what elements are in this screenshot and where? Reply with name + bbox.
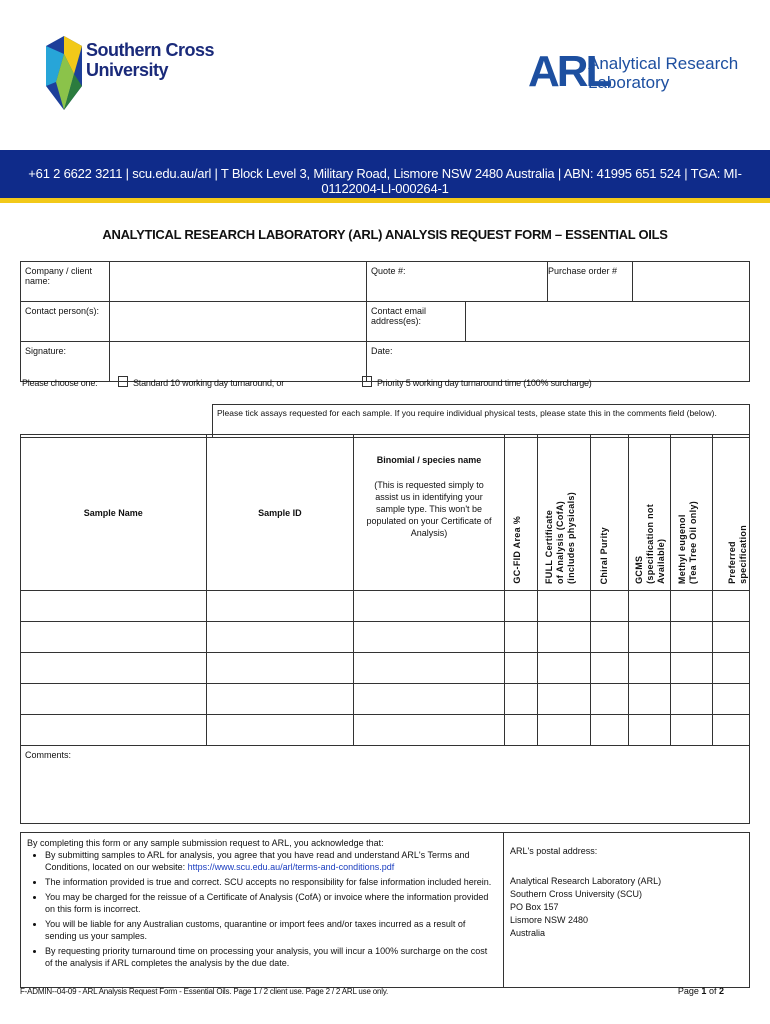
assay-gcfid-label: GC-FID Area %	[511, 516, 522, 584]
form-title: ANALYTICAL RESEARCH LABORATORY (ARL) ANALYSIS REQUEST FORM – ESSENTIAL OILS	[102, 227, 668, 242]
binomial-cell[interactable]	[354, 622, 505, 653]
university-name-line1: Southern Cross	[86, 40, 215, 60]
assay-cell[interactable]	[504, 684, 537, 715]
standard-turnaround-option[interactable]	[118, 376, 284, 388]
assay-cell[interactable]	[628, 653, 670, 684]
contact-field[interactable]	[110, 302, 367, 342]
banner-text: +61 2 6622 3211 | scu.edu.au/arl | T Block Level 3, Military Road, Lismore NSW 2480 Australia | ABN: 41995 651 524 | TGA: MI-01122004-LI-000264-1	[28, 166, 742, 196]
assay-cell[interactable]	[538, 591, 590, 622]
po-label: Purchase order #	[548, 262, 633, 302]
postal-heading: ARL's postal address:	[510, 846, 598, 856]
acknowledgement-table	[20, 832, 750, 988]
acknowledgement-cell	[21, 833, 504, 988]
university-name-line2: University	[86, 60, 169, 80]
sample-id-cell[interactable]	[206, 591, 353, 622]
postal-line: Lismore NSW 2480	[510, 915, 589, 925]
priority-turnaround-option[interactable]	[362, 376, 592, 388]
tick-note: Please tick assays requested for each sample. If you require individual physical tests, please state this in the comments field (below).	[213, 405, 750, 438]
postal-line: Australia	[510, 928, 546, 938]
page-prefix: Page	[677, 986, 699, 996]
sample-name-cell[interactable]	[21, 684, 207, 715]
comments-field[interactable]	[21, 746, 750, 824]
email-field[interactable]	[466, 302, 750, 342]
sample-name-header-spacer	[20, 405, 212, 438]
sample-name-cell[interactable]	[21, 715, 207, 746]
acknowledge-item: • The information provided is true and correct. SCU accepts no responsibility for false information included herein.	[45, 876, 497, 888]
acknowledge-item: • You may be charged for the reissue of a Certificate of Analysis (CofA) or invoice where the information provided on this form is incorrect.	[45, 891, 497, 915]
sample-table	[20, 404, 750, 438]
contact-label: Contact person(s):	[21, 302, 110, 342]
standard-checkbox[interactable]	[118, 376, 128, 387]
sample-id-cell[interactable]	[206, 715, 353, 746]
sample-id-cell[interactable]	[206, 622, 353, 653]
binomial-note: (This is requested simply to assist us in identifying your sample type. This won't be populated on your Certificate of Analysis)	[366, 480, 492, 538]
sample-grid	[20, 434, 750, 824]
assay-cell[interactable]	[538, 653, 590, 684]
sample-id-cell[interactable]	[206, 653, 353, 684]
page-number	[678, 986, 724, 996]
sample-name-cell[interactable]	[21, 591, 207, 622]
assay-cell[interactable]	[590, 622, 628, 653]
priority-turnaround-label: Priority 5 working day turnaround time (100% surcharge)	[377, 378, 592, 388]
assay-cell[interactable]	[713, 653, 750, 684]
assay-cell[interactable]	[713, 715, 750, 746]
arl-name-line1: Analytical Research	[588, 54, 739, 73]
binomial-cell[interactable]	[354, 684, 505, 715]
assay-cell[interactable]	[670, 653, 712, 684]
assay-cell[interactable]	[670, 684, 712, 715]
acknowledge-list	[27, 849, 497, 969]
assay-cell[interactable]	[628, 622, 670, 653]
arl-name	[588, 54, 738, 92]
assay-chiral-header	[590, 435, 628, 591]
assay-cell[interactable]	[670, 591, 712, 622]
university-name	[86, 40, 214, 80]
page-of: of	[708, 986, 717, 996]
assay-cell[interactable]	[504, 622, 537, 653]
assay-cell[interactable]	[713, 684, 750, 715]
assay-cell[interactable]	[590, 684, 628, 715]
assay-gcfid-header	[504, 435, 537, 591]
scu-logo-mark	[44, 34, 84, 112]
assay-preferred-spec-header	[713, 435, 750, 591]
assay-cell[interactable]	[713, 591, 750, 622]
date-label: Date:	[371, 346, 393, 356]
assay-cell[interactable]	[628, 591, 670, 622]
assay-cell[interactable]	[504, 591, 537, 622]
assay-methyl-eugenol-label: Methyl eugenol (Tea Tree Oil only)	[676, 500, 698, 584]
sample-name-cell[interactable]	[21, 653, 207, 684]
sample-row	[21, 715, 750, 746]
banner-stripe	[0, 198, 770, 203]
acknowledge-item: • You will be liable for any Australian customs, quarantine or import fees and/or taxes incurred as a result of sending us your samples.	[45, 918, 497, 942]
priority-checkbox[interactable]	[362, 376, 372, 387]
col-sample-name: Sample Name	[21, 435, 207, 591]
assay-cell[interactable]	[538, 715, 590, 746]
company-field[interactable]	[110, 262, 367, 302]
assay-cell[interactable]	[538, 684, 590, 715]
footer-form-id: F-ADMIN--04-09 - ARL Analysis Request Form - Essential Oils. Page 1 / 2 client use. Page 2 / 2 ARL use only.	[20, 987, 389, 996]
assay-preferred-spec-label: Preferred specification	[727, 525, 748, 584]
assay-cell[interactable]	[590, 591, 628, 622]
col-binomial	[354, 435, 505, 591]
company-label: Company / client name:	[21, 262, 110, 302]
assay-gcms-header	[628, 435, 670, 591]
acknowledge-item-text: By submitting samples to ARL for analysis, you agree that you have read and understand ARL's Terms and Conditions, located on our website:	[45, 850, 470, 872]
assay-cell[interactable]	[670, 715, 712, 746]
comments-label: Comments:	[25, 750, 72, 760]
assay-cell[interactable]	[504, 653, 537, 684]
po-field[interactable]	[633, 262, 750, 302]
page-current: 1	[701, 986, 707, 996]
turnaround-label: Please choose one:	[22, 378, 98, 388]
sample-id-cell[interactable]	[206, 684, 353, 715]
assay-cell[interactable]	[504, 715, 537, 746]
signature-label: Signature:	[21, 342, 110, 382]
page-total: 2	[718, 986, 724, 996]
sample-name-cell[interactable]	[21, 622, 207, 653]
assay-cell[interactable]	[628, 684, 670, 715]
assay-cell[interactable]	[628, 715, 670, 746]
quote-field[interactable]	[367, 262, 548, 302]
client-info-table	[20, 261, 750, 382]
sample-row	[21, 622, 750, 653]
arl-logo-text: ARL	[528, 47, 610, 96]
postal-line: Southern Cross University (SCU)	[510, 889, 643, 899]
sample-row	[21, 684, 750, 715]
standard-turnaround-label: Standard 10 working day turnaround; or	[133, 378, 284, 388]
sample-row	[21, 591, 750, 622]
postal-line: PO Box 157	[510, 902, 559, 912]
sample-row	[21, 653, 750, 684]
assay-methyl-eugenol-header	[670, 435, 712, 591]
assay-cofa-label: FULL Certificate of Analysis (CofA) (includes physicals)	[544, 491, 577, 584]
col-sample-id: Sample ID	[206, 435, 353, 591]
quote-label: Quote #:	[371, 266, 406, 276]
email-label: Contact email address(es):	[367, 302, 466, 342]
binomial-cell[interactable]	[354, 591, 505, 622]
binomial-cell[interactable]	[354, 653, 505, 684]
assay-gcms-label: GCMS (specification not Available)	[633, 504, 666, 584]
acknowledge-item	[45, 849, 497, 873]
acknowledge-item: • By requesting priority turnaround time on processing your analysis, you will incur a 100% surcharge on the cost of the analysis if ARL completes the analysis by the due date.	[45, 945, 497, 969]
postal-line: Analytical Research Laboratory (ARL)	[510, 876, 662, 886]
assay-cell[interactable]	[590, 715, 628, 746]
assay-chiral-label: Chiral Purity	[598, 526, 609, 584]
assay-cell[interactable]	[538, 622, 590, 653]
assay-cofa-header	[538, 435, 590, 591]
arl-name-line2: Laboratory	[588, 73, 670, 92]
acknowledge-intro: By completing this form or any sample submission request to ARL, you acknowledge that:	[27, 838, 384, 848]
assay-cell[interactable]	[670, 622, 712, 653]
binomial-title: Binomial / species name	[376, 455, 482, 465]
terms-link[interactable]: https://www.scu.edu.au/arl/terms-and-conditions.pdf	[187, 862, 395, 872]
binomial-cell[interactable]	[354, 715, 505, 746]
assay-cell[interactable]	[713, 622, 750, 653]
postal-cell	[504, 833, 750, 988]
assay-cell[interactable]	[590, 653, 628, 684]
